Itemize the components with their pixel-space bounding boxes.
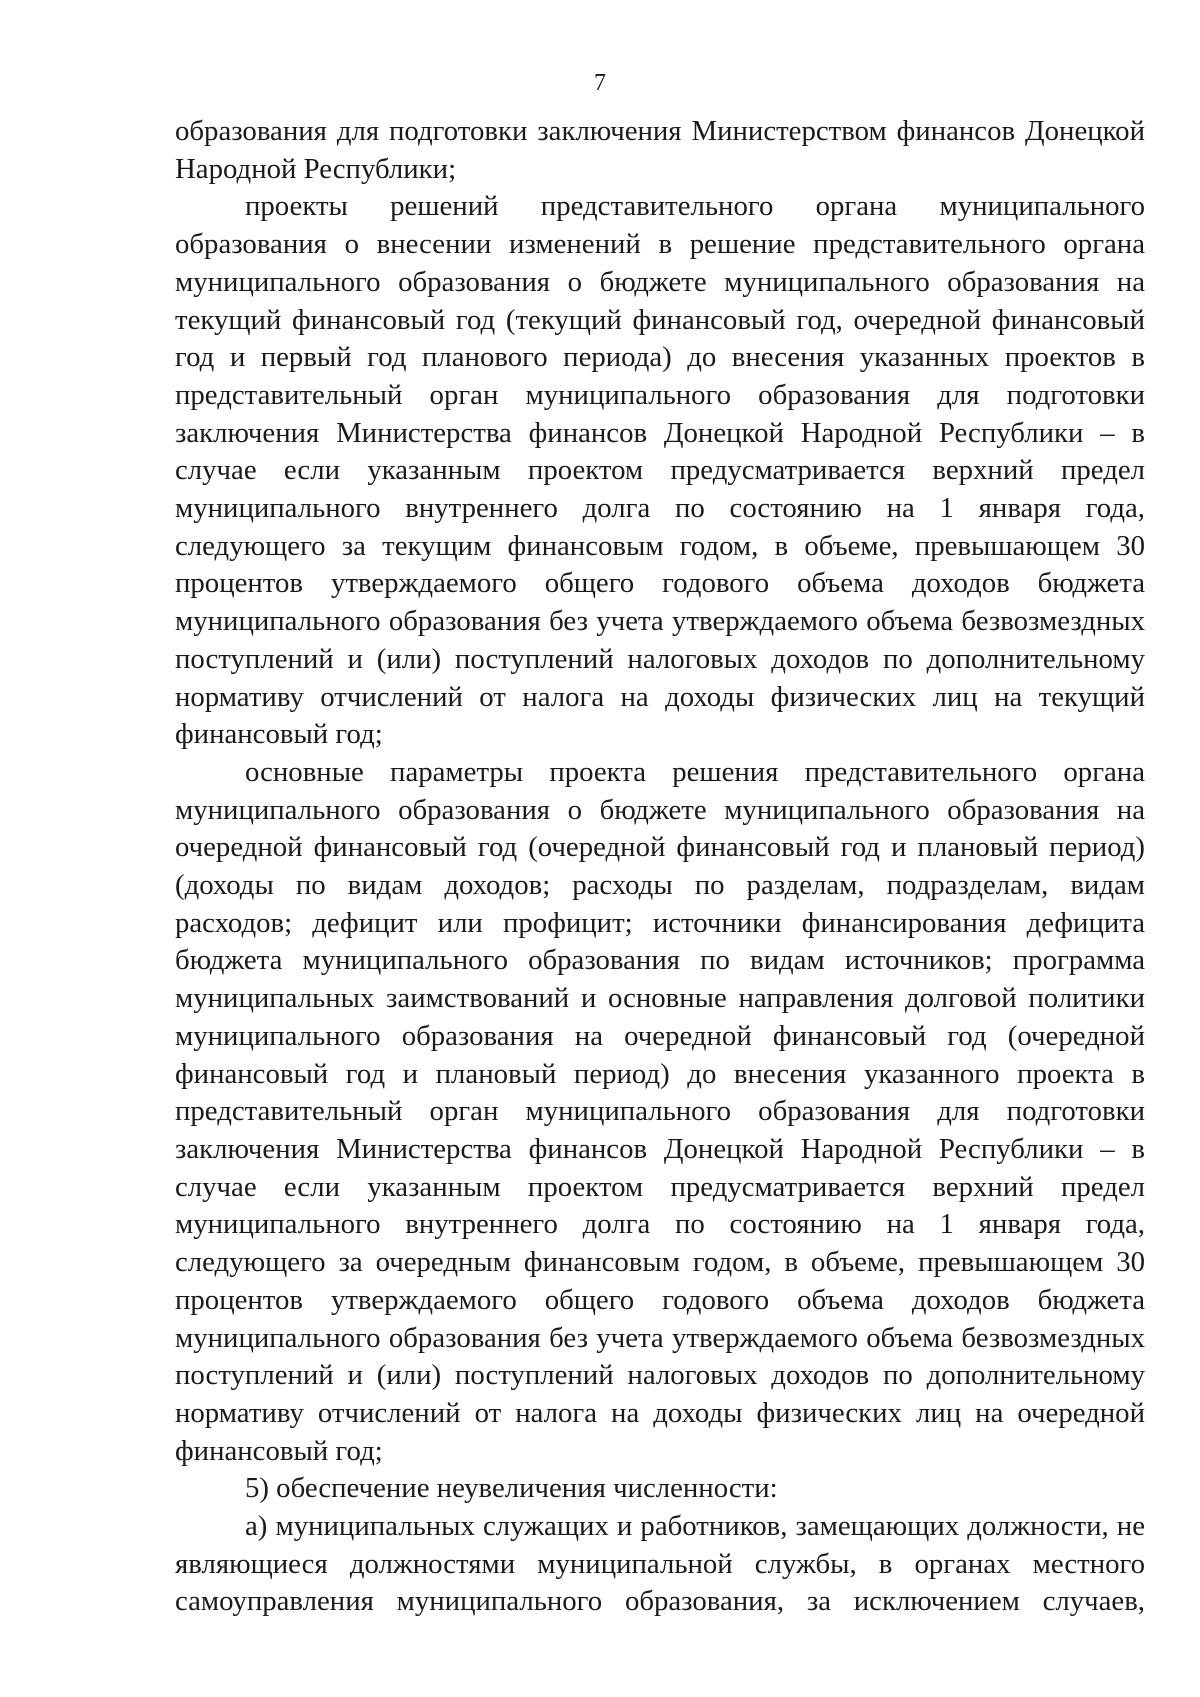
paragraph-continuation: образования для подготовки заключения Министерством финансов Донецкой Народной Республики; — [175, 115, 1145, 185]
paragraph-subitem-a: а) муниципальных служащих и работников, замещающих должности, не являющиеся должностями муниципальной службы, в органах местного самоуправления муниципального образования, за исключением случаев, — [175, 1510, 1145, 1618]
document-body — [175, 113, 1145, 1621]
paragraph-budget-parameters: основные параметры проекта решения представительного органа муниципального образования о бюджете муниципального образования на очередной финансовый год (очередной финансовый год и плановый период) (доходы по видам доходов; расходы по разделам, подразделам, видам расходов; дефицит или профицит; источники финансирования дефицита бюджета муниципального образования по видам источников; программа муниципальных заимствований и основные направления долговой политики муниципального образования на очередной финансовый год (очередной финансовый год и плановый период) до внесения указанного проекта в представительный орган муниципального образования для подготовки заключения Министерства финансов Донецкой Народной Республики – в случае если указанным проектом предусматривается верхний предел муниципального внутреннего долга по состоянию на 1 января года, следующего за очередным финансовым годом, в объеме, превышающем 30 процентов утверждаемого общего годового объема доходов бюджета муниципального образования без учета утверждаемого объема безвозмездных поступлений и (или) поступлений налоговых доходов по дополнительному нормативу отчислений от налога на доходы физических лиц на очередной финансовый год; — [175, 755, 1145, 1467]
paragraph-draft-amendments: проекты решений представительного органа муниципального образования о внесении изменений в решение представительного органа муниципального образования о бюджете муниципального образования на текущий финансовый год (текущий финансовый год, очередной финансовый год и первый год планового периода) до внесения указанных проектов в представительный орган муниципального образования для подготовки заключения Министерства финансов Донецкой Народной Республики – в случае если указанным проектом предусматривается верхний предел муниципального внутреннего долга по состоянию на 1 января года, следующего за текущим финансовым годом, в объеме, превышающем 30 процентов утверждаемого общего годового объема доходов бюджета муниципального образования без учета утверждаемого объема безвозмездных поступлений и (или) поступлений налоговых доходов по дополнительному нормативу отчислений от налога на доходы физических лиц на текущий финансовый год; — [175, 190, 1145, 751]
paragraph-item-5: 5) обеспечение неувеличения численности: — [245, 1472, 778, 1505]
page-number: 7 — [594, 70, 606, 96]
